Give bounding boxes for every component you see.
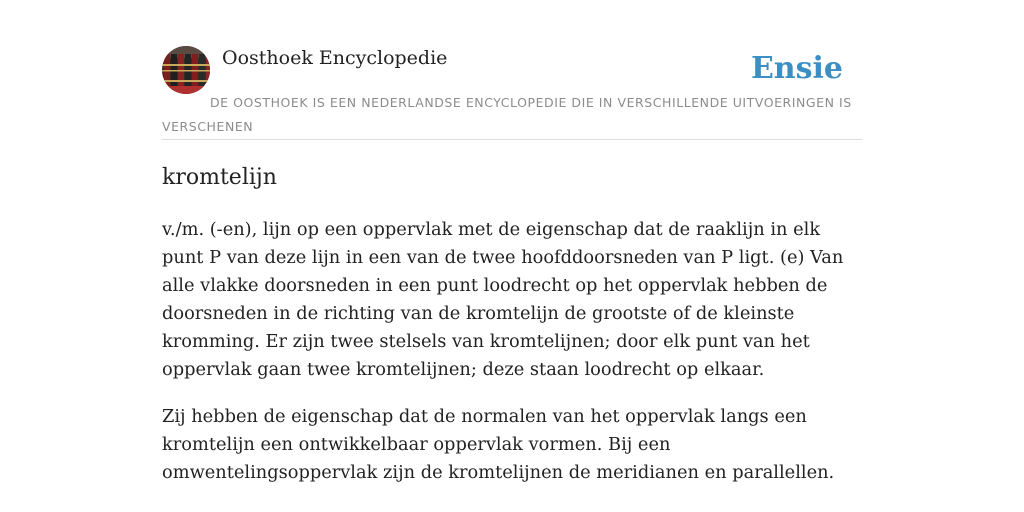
- article-paragraph: Zij hebben de eigenschap dat de normalen van het oppervlak langs een kromtelijn een ontwikkelbaar oppervlak vormen. Bij een omwentelingsoppervlak zijn de kromtelijnen de meridianen en parallellen.: [162, 406, 835, 483]
- header-divider: [162, 139, 862, 140]
- site-name[interactable]: Oosthoek Encyclopedie: [222, 47, 448, 69]
- article: [162, 162, 862, 506]
- article-title: kromtelijn: [162, 165, 277, 190]
- article-paragraph: v./m. (-en), lijn op een oppervlak met de eigenschap dat de raaklijn in elk punt P van deze lijn in een van de twee hoofddoorsneden van P ligt. (e) Van alle vlakke doorsneden in een punt loodrecht op het oppervlak hebben de doorsneden in de richting van de kromtelijn de grootste of de kleinste kromming. Er zijn twee stelsels van kromtelijnen; door elk punt van het oppervlak gaan twee kromtelijnen; deze staan loodrecht op elkaar.: [162, 219, 844, 380]
- books-image: [162, 46, 210, 94]
- site-header: [162, 46, 862, 140]
- site-tagline: DE OOSTHOEK IS EEN NEDERLANDSE ENCYCLOPEDIE DIE IN VERSCHILLENDE UITVOERINGEN IS VERSCHENEN: [162, 95, 852, 134]
- brand-logo[interactable]: Ensie: [750, 51, 843, 86]
- encyclopedia-books-icon[interactable]: [162, 46, 210, 94]
